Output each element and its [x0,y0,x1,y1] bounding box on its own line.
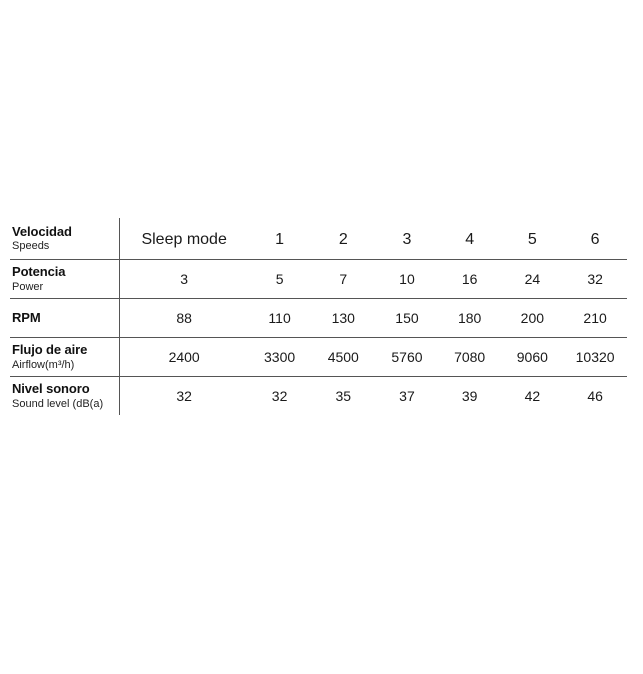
rpm-value: 210 [563,299,627,338]
sound-level-sublabel: Sound level (dB(a) [12,397,104,410]
sound-level-value: 42 [502,377,564,416]
power-sublabel: Power [12,280,44,293]
rpm-value: 150 [376,299,438,338]
sound-level-value: 32 [119,377,249,416]
sound-level-value: 39 [438,377,502,416]
airflow-value: 10320 [563,338,627,377]
rpm-value: 110 [249,299,311,338]
rpm-value: 88 [119,299,249,338]
speeds-label-cell [10,218,119,260]
speed-6: 6 [590,230,600,248]
airflow-value: 3300 [249,338,311,377]
speed-5: 5 [527,230,537,248]
power-label-cell [10,260,119,299]
airflow-row [10,338,627,377]
speed-1: 1 [275,230,285,248]
airflow-value: 5760 [376,338,438,377]
speeds-header-row [10,218,627,260]
airflow-label-cell [10,338,119,377]
power-value: 5 [249,260,311,299]
power-value: 7 [310,260,376,299]
speed-3: 3 [402,230,412,248]
rpm-label-cell [10,299,119,338]
sound-level-value: 37 [376,377,438,416]
airflow-value: 9060 [502,338,564,377]
sound-level-row [10,377,627,416]
speed-4: 4 [465,230,475,248]
power-value: 10 [376,260,438,299]
airflow-sublabel: Airflow(m³/h) [12,358,75,371]
airflow-value: 2400 [119,338,249,377]
power-label: Potencia [12,264,66,280]
sound-level-label: Nivel sonoro [12,381,90,397]
rpm-row [10,299,627,338]
speed-sleep-mode: Sleep mode [141,230,227,248]
rpm-value: 130 [310,299,376,338]
airflow-value: 4500 [310,338,376,377]
rpm-value: 180 [438,299,502,338]
speeds-sublabel: Speeds [12,240,50,253]
sound-level-value: 46 [563,377,627,416]
airflow-label: Flujo de aire [12,342,88,358]
sound-level-value: 35 [310,377,376,416]
power-value: 16 [438,260,502,299]
sound-level-label-cell [10,377,119,416]
power-value: 24 [502,260,564,299]
speeds-label: Velocidad [12,223,72,239]
power-value: 3 [119,260,249,299]
sound-level-value: 32 [249,377,311,416]
rpm-value: 200 [502,299,564,338]
fan-speed-spec-table [10,218,627,415]
airflow-value: 7080 [438,338,502,377]
power-value: 32 [563,260,627,299]
rpm-label: RPM [12,309,41,325]
power-row [10,260,627,299]
speed-2: 2 [338,230,348,248]
